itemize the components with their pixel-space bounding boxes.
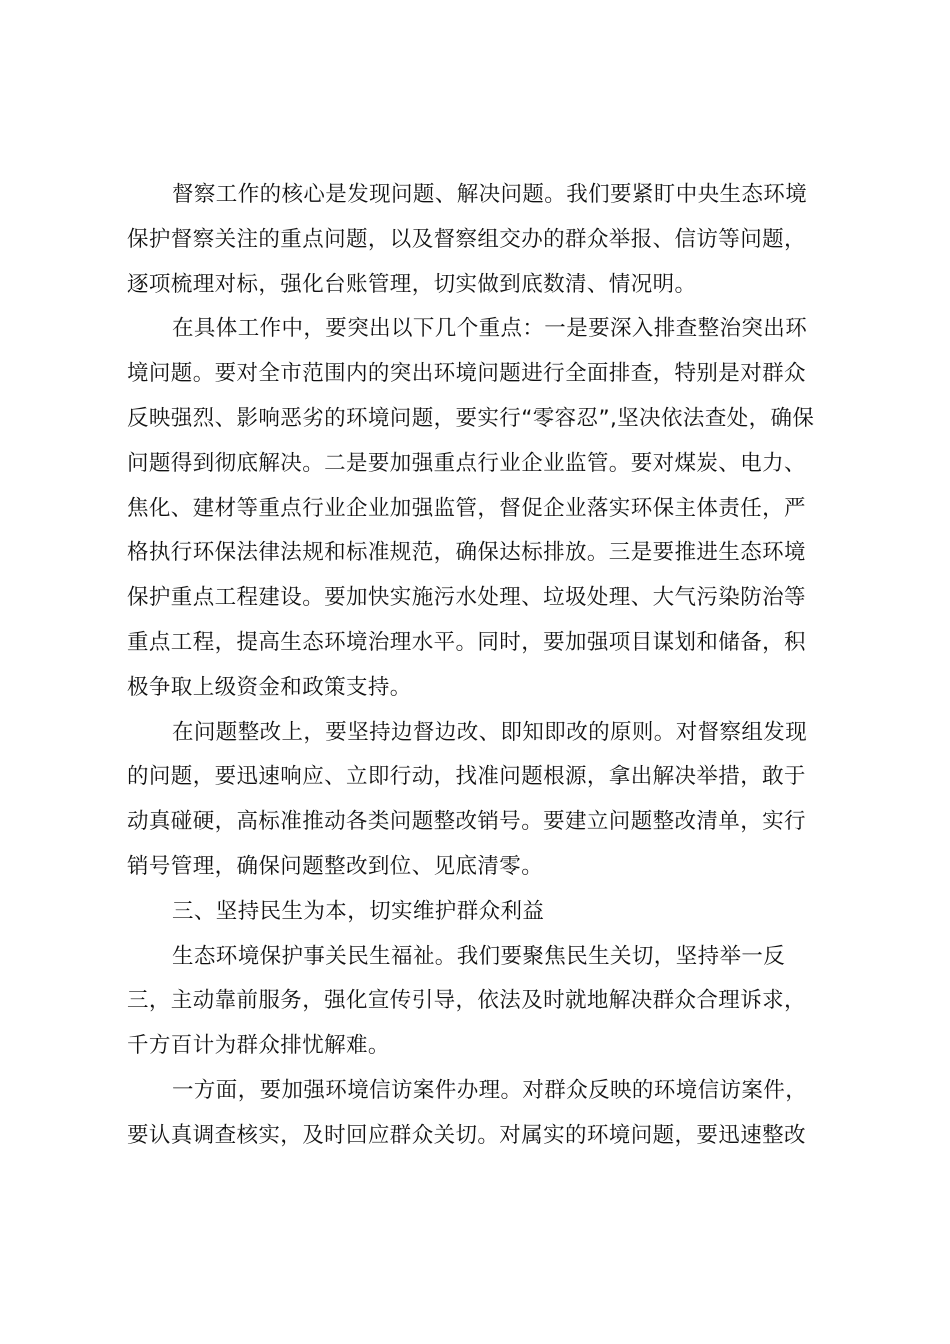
text-line: 销号管理，确保问题整改到位、见底清零。 bbox=[127, 853, 544, 879]
text-line: 问题得到彻底解决。二是要加强重点行业企业监管。要对煤炭、电力、 bbox=[127, 450, 806, 476]
paragraph bbox=[127, 1069, 837, 1159]
section-heading bbox=[127, 890, 837, 935]
text-line: 督察工作的核心是发现问题、解决问题。我们要紧盯中央生态环境 bbox=[172, 182, 808, 207]
text-line: 重点工程，提高生态环境治理水平。同时，要加强项目谋划和储备，积 bbox=[127, 629, 806, 655]
text-line: 在问题整改上，要坚持边督边改、即知即改的原则。对督察组发现 bbox=[172, 719, 808, 745]
text-line: 要认真调查核实，及时回应群众关切。对属实的环境问题，要迅速整改 bbox=[127, 1122, 806, 1148]
text-line: 逐项梳理对标，强化台账管理，切实做到底数清、情况明。 bbox=[127, 271, 697, 297]
paragraph bbox=[127, 935, 837, 1069]
paragraph bbox=[127, 307, 837, 710]
text-line: 焦化、建材等重点行业企业加强监管，督促企业落实环保主体责任，严 bbox=[127, 495, 806, 521]
text-line: 反映强烈、影响恶劣的环境问题，要实行“零容忍”,坚决依法查处，确保 bbox=[127, 405, 815, 431]
text-line: 千方百计为群众排忧解难。 bbox=[127, 1033, 390, 1059]
text-line: 保护督察关注的重点问题，以及督察组交办的群众举报、信访等问题， bbox=[127, 226, 806, 252]
paragraph bbox=[127, 173, 837, 307]
text-line: 在具体工作中，要突出以下几个重点：一是要深入排查整治突出环 bbox=[172, 316, 808, 342]
text-line: 格执行环保法律法规和标准规范，确保达标排放。三是要推进生态环境 bbox=[127, 540, 806, 566]
paragraph bbox=[127, 711, 837, 890]
text-line: 三、坚持民生为本，切实维护群众利益 bbox=[172, 898, 545, 924]
text-line: 生态环境保护事关民生福祉。我们要聚焦民生关切，坚持举一反 bbox=[172, 943, 786, 969]
text-line: 动真碰硬，高标准推动各类问题整改销号。要建立问题整改清单，实行 bbox=[127, 809, 806, 835]
document-body bbox=[127, 173, 837, 1159]
text-line: 境问题。要对全市范围内的突出环境问题进行全面排查，特别是对群众 bbox=[127, 361, 806, 387]
text-line: 的问题，要迅速响应、立即行动，找准问题根源，拿出解决举措，敢于 bbox=[127, 764, 806, 790]
text-line: 一方面，要加强环境信访案件办理。对群众反映的环境信访案件， bbox=[172, 1077, 808, 1103]
text-line: 极争取上级资金和政策支持。 bbox=[127, 674, 412, 700]
text-line: 三，主动靠前服务，强化宣传引导，依法及时就地解决群众合理诉求， bbox=[127, 988, 806, 1014]
text-line: 保护重点工程建设。要加快实施污水处理、垃圾处理、大气污染防治等 bbox=[127, 585, 806, 611]
